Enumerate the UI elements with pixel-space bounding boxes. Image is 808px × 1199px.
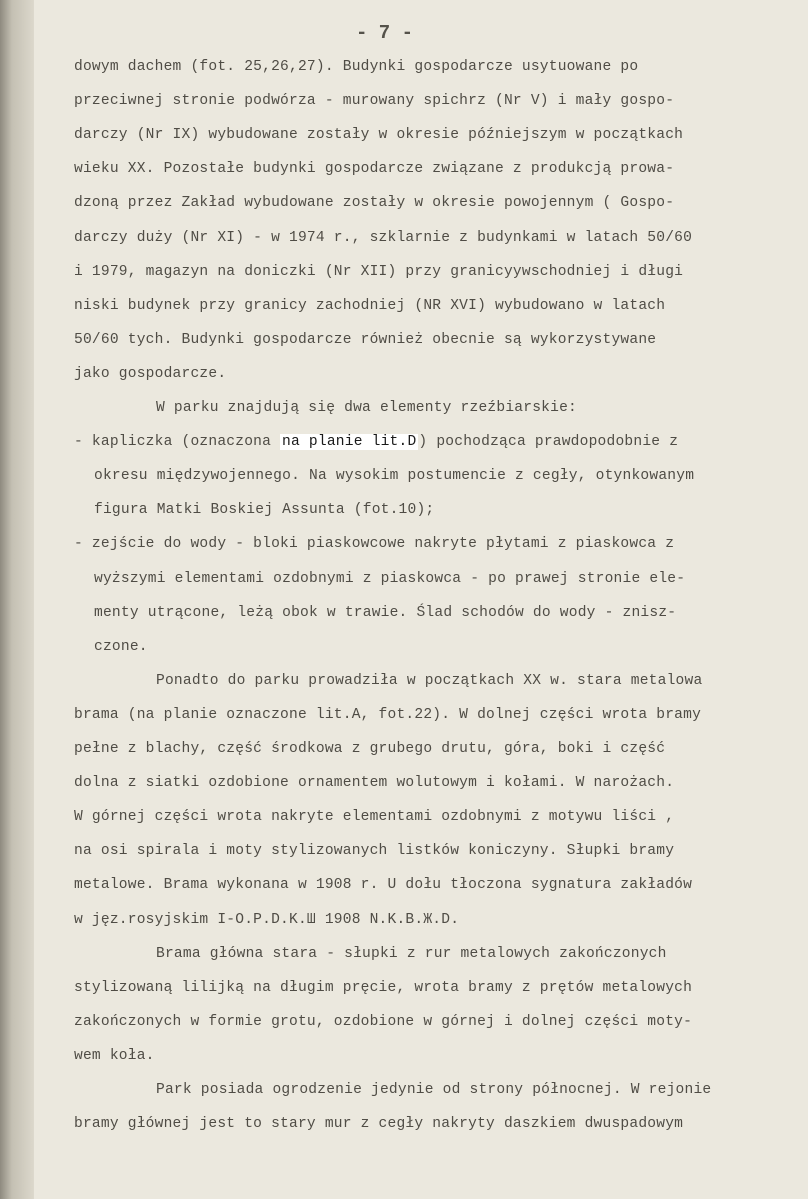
text-line: jako gospodarcze. [74, 365, 227, 382]
page-number: - 7 - [356, 22, 414, 44]
line-text: - kapliczka (oznaczona [74, 434, 281, 451]
text-line: darczy (Nr IX) wybudowane zostały w okresie późniejszym w początkach [74, 127, 684, 144]
text-line: wieku XX. Pozostałe budynki gospodarcze związane z produkcją prowa- [74, 161, 675, 178]
text-line: czone. [94, 638, 148, 655]
text-line: brama (na planie oznaczone lit.A, fot.22). W dolnej części wrota bramy [74, 706, 702, 723]
text-line: stylizowaną lilijką na długim pręcie, wrota bramy z prętów metalowych [74, 979, 693, 996]
text-line: - zejście do wody - bloki piaskowcowe nakryte płytami z piaskowca z [74, 536, 675, 553]
text-line: zakończonych w formie grotu, ozdobione w górnej i dolnej części moty- [74, 1013, 693, 1030]
text-line: Park posiada ogrodzenie jedynie od strony północnej. W rejonie [156, 1082, 712, 1098]
text-line: przeciwnej stronie podwórza - murowany spichrz (Nr V) i mały gospo- [74, 93, 675, 110]
text-line [74, 434, 678, 450]
text-line: figura Matki Boskiej Assunta (fot.10); [94, 502, 435, 519]
text-line: darczy duży (Nr XI) - w 1974 r., szklarnie z budynkami w latach 50/60 [74, 229, 693, 246]
text-line: na osi spirala i moty stylizowanych listków koniczyny. Słupki bramy [74, 843, 675, 860]
text-line: Ponadto do parku prowadziła w początkach XX w. stara metalowa [156, 672, 703, 689]
text-line: wyższymi elementami ozdobnymi z piaskowca - po prawej stronie ele- [94, 570, 686, 587]
text-line: W górnej części wrota nakryte elementami ozdobnymi z motywu liści , [74, 809, 675, 826]
text-line: dowym dachem (fot. 25,26,27). Budynki gospodarcze usytuowane po [74, 59, 639, 75]
text-line: Brama główna stara - słupki z rur metalowych zakończonych [156, 945, 667, 962]
text-line: bramy głównej jest to stary mur z cegły nakryty daszkiem dwuspadowym [74, 1116, 684, 1133]
text-line: dzoną przez Zakład wybudowane zostały w okresie powojennym ( Gospo- [74, 195, 675, 212]
text-line: niski budynek przy granicy zachodniej (NR XVI) wybudowano w latach [74, 297, 666, 314]
text-line: i 1979, magazyn na doniczki (Nr XII) przy granicyywschodniej i długi [74, 263, 684, 280]
text-line: w jęz.rosyjskim I-O.P.D.K.Ш 1908 N.K.B.Ж.D. [74, 911, 460, 928]
text-line: dolna z siatki ozdobione ornamentem wolutowym i kołami. W narożach. [74, 775, 675, 792]
text-line: okresu międzywojennego. Na wysokim postumencie z cegły, otynkowanym [94, 468, 695, 485]
text-line: 50/60 tych. Budynki gospodarcze również obecnie są wykorzystywane [74, 331, 657, 348]
text-line: menty utrącone, leżą obok w trawie. Ślad schodów do wody - znisz- [94, 604, 677, 621]
text-line: wem koła. [74, 1047, 155, 1064]
text-line: pełne z blachy, część środkowa z grubego drutu, góra, boki i część [74, 741, 666, 757]
page-binding-edge [0, 0, 34, 1199]
highlighted-text: na planie lit.D [282, 434, 417, 451]
line-text: ) pochodząca prawdopodobnie z [418, 434, 679, 451]
text-line: W parku znajdują się dwa elementy rzeźbiarskie: [156, 400, 578, 416]
text-line: metalowe. Brama wykonana w 1908 r. U dołu tłoczona sygnatura zakładów [74, 877, 693, 894]
